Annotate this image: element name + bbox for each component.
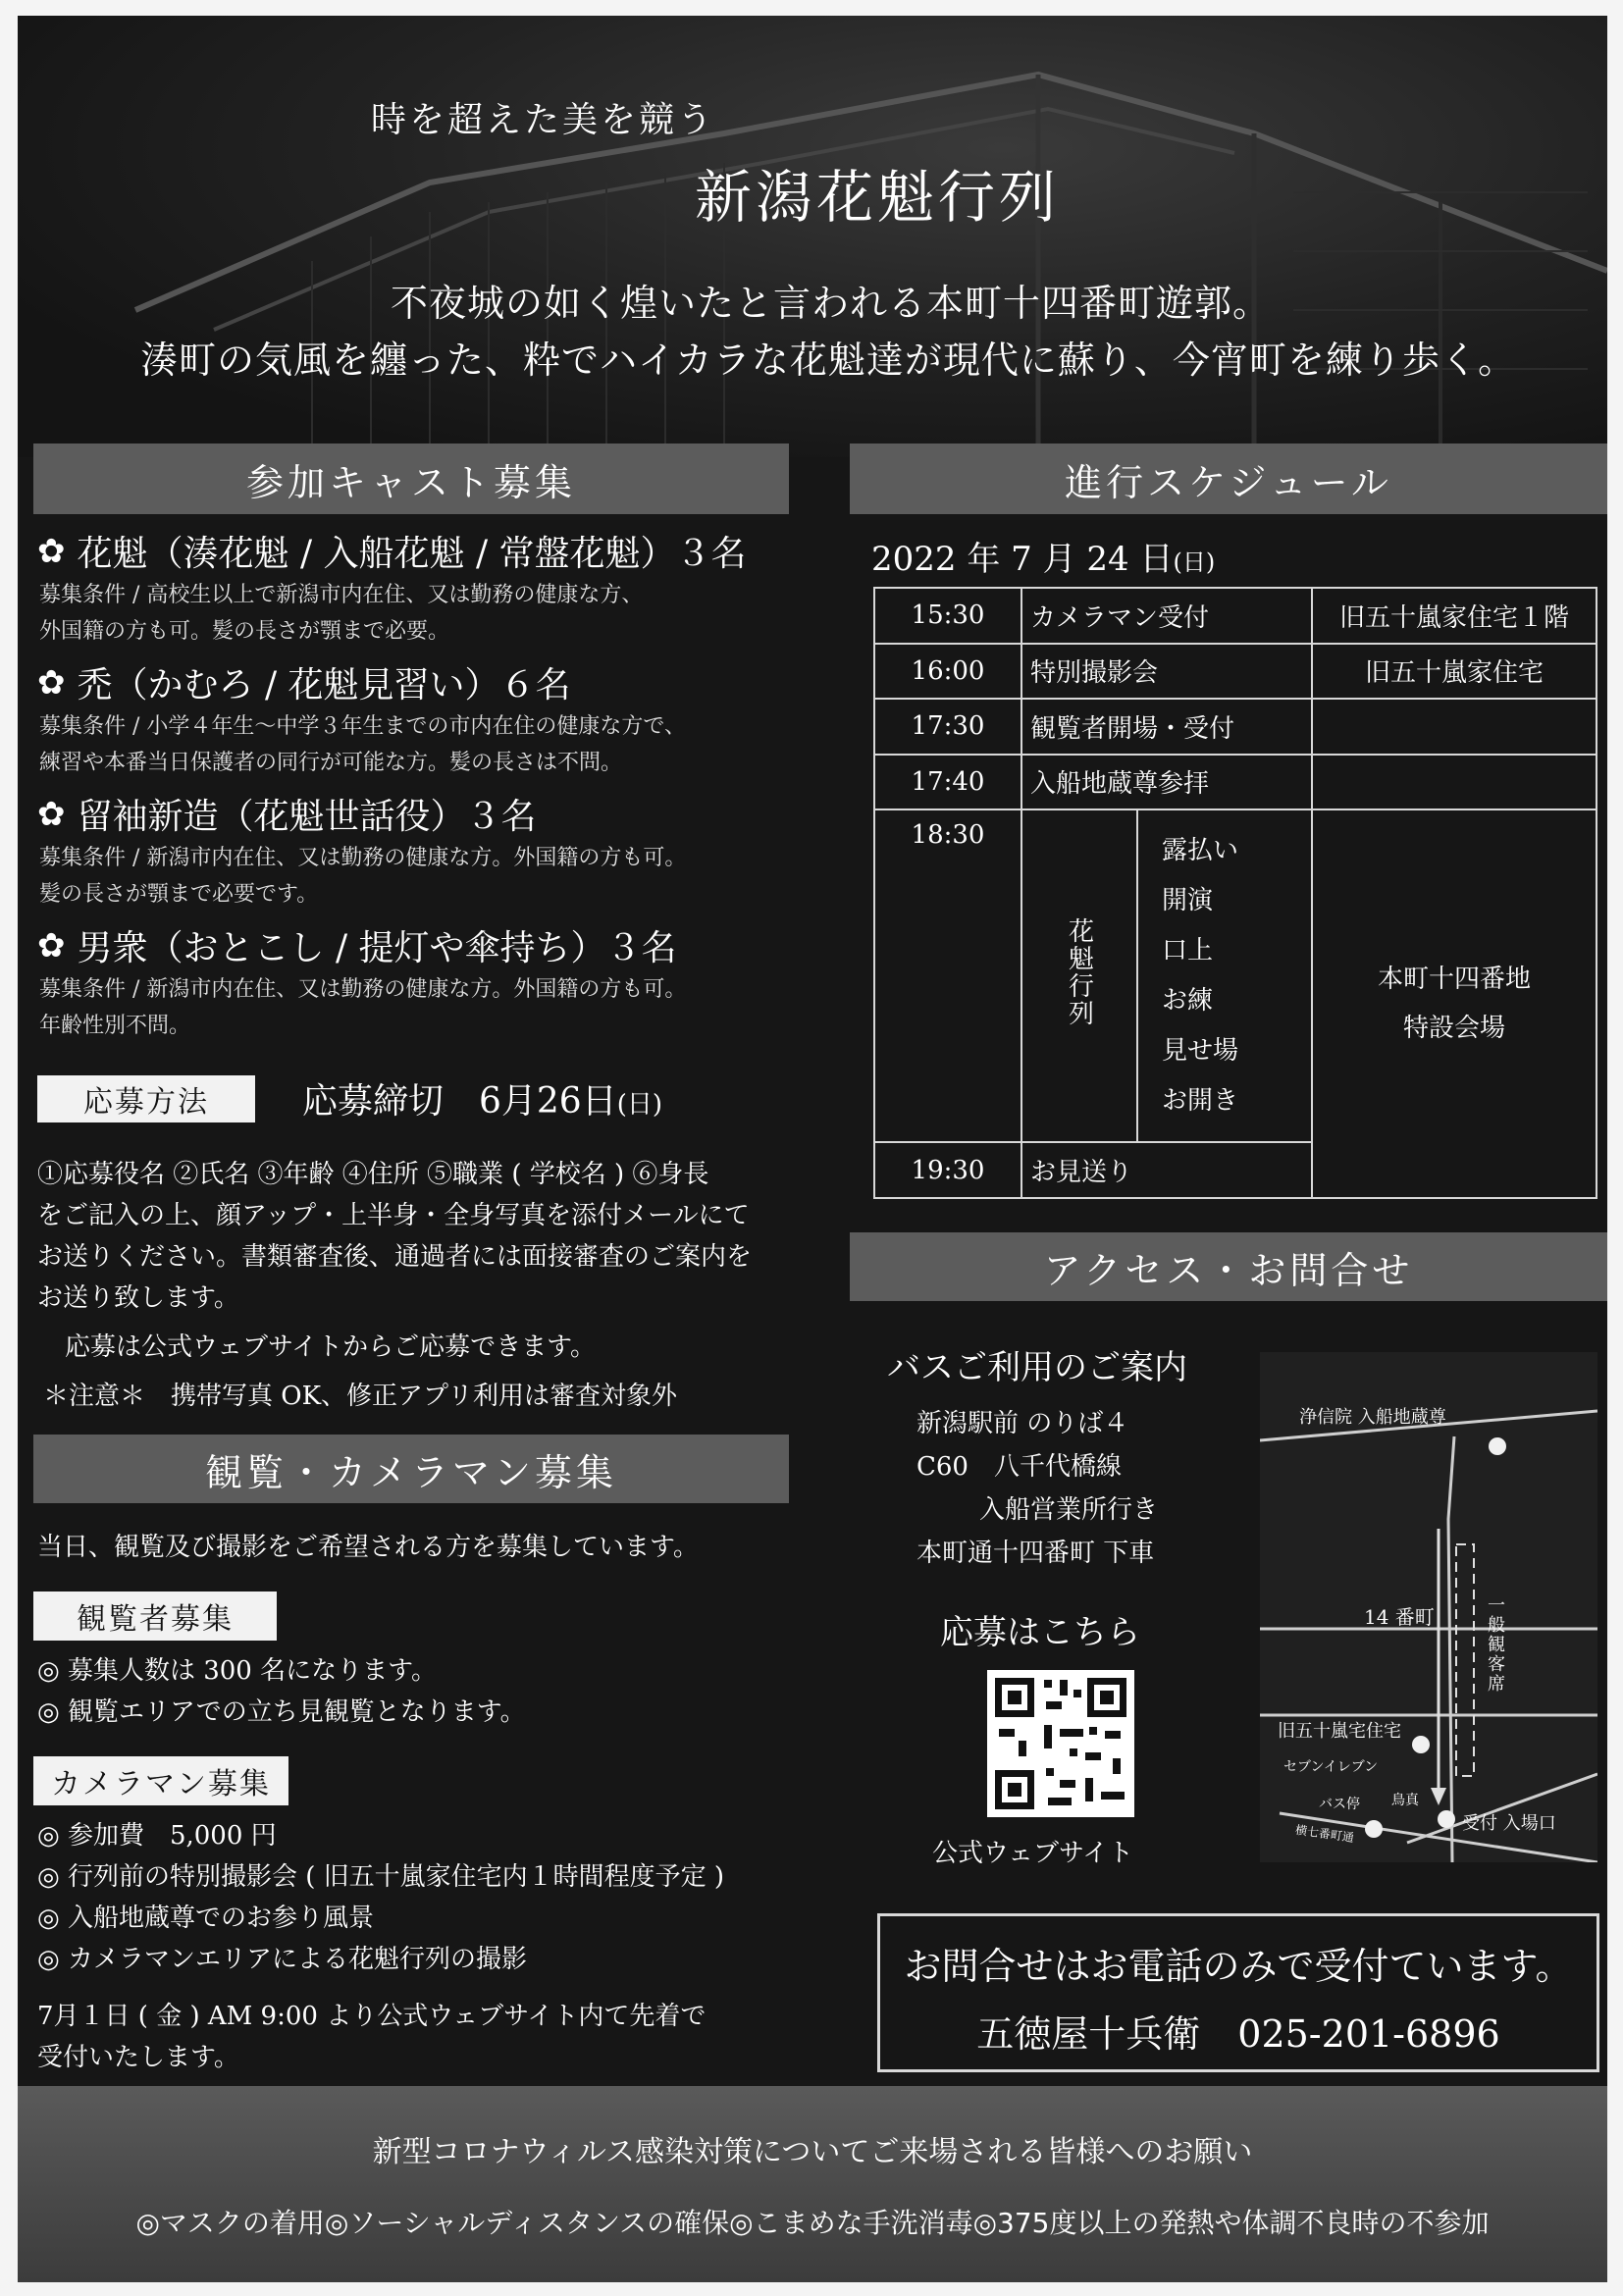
camera-list: ◎ 参加費 5,000 円 ◎ 行列前の特別撮影会 ( 旧五十嵐家住宅内１時間程度予定 ) ◎ 入船地蔵尊でのお参り風景 ◎ カメラマンエリアによる花魁行列の撮影 <box>37 1821 725 1974</box>
role-oiran <box>37 526 747 576</box>
camera-label: カメラマン募集 <box>33 1756 288 1805</box>
bus-line-4: 本町通十四番町 下車 <box>916 1539 1155 1568</box>
flower-icon: ✿ <box>37 662 66 703</box>
map-label-seven: セブンイレブン <box>1283 1759 1379 1775</box>
apply-label: 応募方法 <box>37 1075 255 1122</box>
role-name: 留袖新造（花魁世話役）３名 <box>77 797 537 837</box>
viewers-list: ◎ 募集人数は 300 名になります。 ◎ 観覧エリアでの立ち見観覧となります。 <box>37 1656 526 1727</box>
viewing-heading: 観覧・カメラマン募集 <box>33 1435 789 1503</box>
map-label-house: 旧五十嵐宅住宅 <box>1278 1721 1401 1742</box>
lead-line-2: 湊町の気風を纏った、粋でハイカラな花魁達が現代に蘇り、今宵町を練り歩く。 <box>140 339 1517 382</box>
role-kamuro <box>37 657 571 707</box>
cast-heading: 参加キャスト募集 <box>33 444 789 514</box>
role-name: 男衆（おとこし / 提灯や傘持ち）３名 <box>77 928 677 968</box>
viewers-label: 観覧者募集 <box>33 1592 277 1641</box>
role-otokoshi <box>37 920 677 970</box>
building-photo-graphic <box>18 16 1607 457</box>
flower-icon: ✿ <box>37 925 66 965</box>
table-row: 17:30 観覧者開場・受付 <box>874 699 1597 755</box>
map-label-reception: 受付 入場口 <box>1462 1813 1556 1834</box>
schedule-date: 2022 年 7 月 24 日(日) <box>871 540 1216 579</box>
parade-label: 花魁行列 <box>1064 917 1094 1028</box>
map-label-town: 14 番町 <box>1364 1605 1435 1629</box>
hero-photo <box>18 16 1607 457</box>
covid-title: 新型コロナウィルス感染対策についてご来場される皆様へのお願い <box>372 2135 1253 2169</box>
covid-measures: ◎マスクの着用◎ソーシャルディスタンスの確保◎こまめな手洗消毒◎375度以上の発熱や体調不良時の不参加 <box>135 2207 1490 2239</box>
catch-copy: 時を超えた美を競う <box>371 100 716 140</box>
contact-box <box>877 1913 1599 2072</box>
bus-title: バスご利用のご案内 <box>887 1348 1187 1387</box>
parade-place: 本町十四番地 特設会場 <box>1312 809 1597 1198</box>
role-condition: 募集条件 / 新潟市内在住、又は勤務の健康な方。外国籍の方も可。 年齢性別不問。 <box>39 977 687 1038</box>
flower-icon: ✿ <box>37 794 66 834</box>
contact-line-1: お問合せはお電話のみで受付ています。 <box>904 1945 1573 1988</box>
access-map <box>1260 1352 1597 1862</box>
table-row: 17:40 入船地蔵尊参拝 <box>874 755 1597 810</box>
table-row: 16:00 特別撮影会 旧五十嵐家住宅 <box>874 644 1597 700</box>
viewing-intro: 当日、観覧及び撮影をご希望される方を募集しています。 <box>37 1533 699 1562</box>
table-row: 19:30 お見送り <box>874 1142 1597 1198</box>
qr-code[interactable] <box>987 1670 1134 1817</box>
map-label-street: 横七番町通 <box>1294 1822 1355 1846</box>
access-heading: アクセス・お問合せ <box>850 1232 1607 1301</box>
flower-icon: ✿ <box>37 531 66 571</box>
flyer-sheet <box>18 16 1607 2282</box>
role-name: 花魁（湊花魁 / 入船花魁 / 常盤花魁）３名 <box>77 534 747 574</box>
schedule-table <box>873 587 1597 1199</box>
bus-line-2: C60 八千代橋線 <box>916 1452 1122 1482</box>
page-title: 新潟花魁行列 <box>695 164 1061 231</box>
apply-web-note: 応募は公式ウェブサイトからご応募できます。 <box>65 1332 597 1362</box>
apply-here: 応募はこちら <box>940 1613 1140 1652</box>
parade-row: 18:30 花魁行列 露払い 開演 口上 お練 見せ場 お開き 本町十四番地 特設会場 <box>874 809 1597 1142</box>
contact-phone: 五徳屋十兵衛 025-201-6896 <box>976 2012 1500 2056</box>
map-label-bus-stop: バス停 <box>1319 1797 1360 1812</box>
role-name: 禿（かむろ / 花魁見習い）６名 <box>77 665 571 705</box>
bus-line-1: 新潟駅前 のりば４ <box>916 1409 1129 1438</box>
website-label: 公式ウェブサイト <box>932 1839 1134 1868</box>
parade-acts: 露払い 開演 口上 お練 見せ場 お開き <box>1137 809 1312 1142</box>
bus-line-3: 入船営業所行き <box>979 1495 1159 1525</box>
qr-code-graphic <box>987 1670 1134 1817</box>
schedule-heading: 進行スケジュール <box>850 444 1607 514</box>
role-condition: 募集条件 / 高校生以上で新潟市内在住、又は勤務の健康な方、 外国籍の方も可。髪の長さが顎まで必要。 <box>39 583 644 644</box>
apply-caution: ＊注意＊ 携帯写真 OK、修正アプリ利用は審査対象外 <box>43 1382 677 1411</box>
apply-instructions: ①応募役名 ②氏名 ③年齢 ④住所 ⑤職業 ( 学校名 ) ⑥身長 をご記入の上、顔アップ・上半身・全身写真を添付メールにて お送りください。書類審査後、通過者には面接審査のご案内を お送り致します。 <box>37 1160 753 1313</box>
map-label-jizo: 浄信院 入船地蔵尊 <box>1299 1407 1446 1428</box>
map-label-seats: 一般観客席 <box>1485 1595 1505 1694</box>
covid-footer <box>18 2086 1607 2282</box>
role-condition: 募集条件 / 小学４年生〜中学３年生までの市内在住の健康な方で、 練習や本番当日保護者の同行が可能な方。髪の長さは不問。 <box>39 714 686 775</box>
role-condition: 募集条件 / 新潟市内在住、又は勤務の健康な方。外国籍の方も可。 髪の長さが顎まで必要です。 <box>39 846 687 907</box>
lead-line-1: 不夜城の如く煌いたと言われる本町十四番町遊郭。 <box>391 282 1272 325</box>
map-label-photo: 鳥真 <box>1391 1793 1419 1808</box>
table-row: 15:30 カメラマン受付 旧五十嵐家住宅１階 <box>874 588 1597 644</box>
role-tomesode <box>37 789 537 839</box>
camera-closing: 7月１日 ( 金 ) AM 9:00 より公式ウェブサイト内て先着で 受付いたします。 <box>37 2002 707 2072</box>
apply-deadline: 応募締切 6月26日(日) <box>302 1081 663 1122</box>
